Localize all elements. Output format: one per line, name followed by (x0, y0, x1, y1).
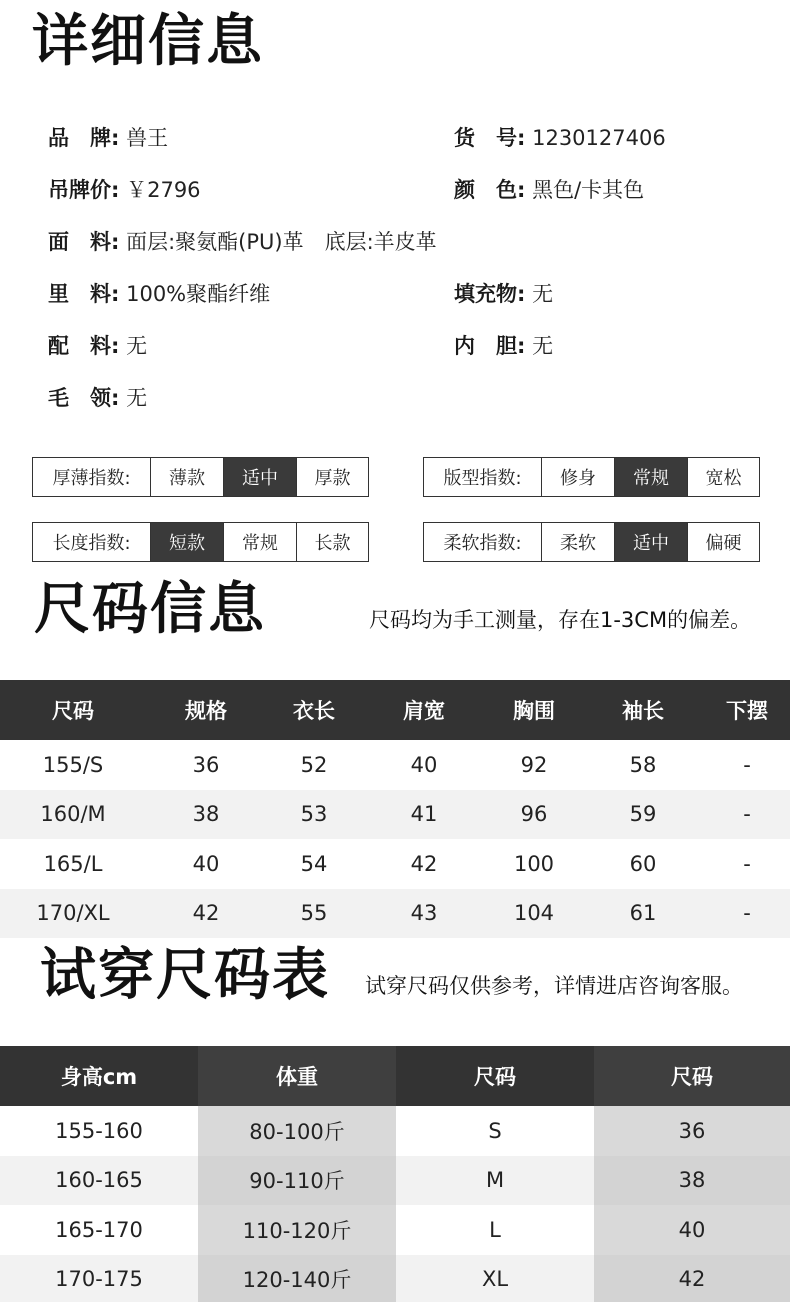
table-cell: - (704, 740, 790, 790)
table-cell: 40 (594, 1205, 790, 1255)
table-cell: 41 (362, 790, 486, 840)
info-colon: : (111, 386, 120, 410)
table-cell: 61 (582, 889, 704, 939)
length-index (32, 522, 369, 562)
index-option: 修身 (541, 458, 614, 496)
info-value: 面层:聚氨酯(PU)革 底层:羊皮革 (126, 230, 437, 254)
thickness-index (32, 457, 369, 497)
table-cell: 58 (582, 740, 704, 790)
table-cell: 38 (146, 790, 266, 840)
table-row (0, 839, 790, 889)
table-cell: 55 (266, 889, 362, 939)
table-row (0, 740, 790, 790)
info-collar (48, 388, 147, 409)
index-option: 长款 (296, 523, 368, 561)
fit-table-note: 试穿尺码仅供参考，详情进店咨询客服。 (365, 974, 743, 998)
size-table (0, 680, 790, 938)
table-cell: 170/XL (0, 889, 146, 939)
info-colon: : (517, 178, 526, 202)
fit-index (423, 457, 760, 497)
size-info-note: 尺码均为手工测量，存在1-3CM的偏差。 (369, 608, 752, 632)
fit-table (0, 1046, 790, 1302)
table-cell: XL (396, 1255, 594, 1302)
column-header: 体重 (198, 1046, 396, 1106)
table-cell: - (704, 839, 790, 889)
table-row (0, 1255, 790, 1302)
column-header: 尺码 (0, 680, 146, 740)
info-label: 里 料 (48, 282, 111, 306)
table-row (0, 1156, 790, 1206)
column-header: 规格 (146, 680, 266, 740)
index-label: 柔软指数: (443, 533, 522, 554)
table-cell: 96 (486, 790, 582, 840)
table-cell: 155/S (0, 740, 146, 790)
table-cell: 160/M (0, 790, 146, 840)
info-label: 毛 领 (48, 386, 111, 410)
info-colon: : (111, 178, 120, 202)
table-cell: 59 (582, 790, 704, 840)
table-cell: 80-100斤 (198, 1106, 396, 1156)
details-title: 详细信息 (32, 9, 264, 74)
info-value: 无 (126, 386, 148, 410)
table-cell: M (396, 1156, 594, 1206)
table-cell: 165/L (0, 839, 146, 889)
index-option: 厚款 (296, 458, 368, 496)
info-label: 配 料 (48, 334, 111, 358)
info-fabric (48, 232, 437, 253)
table-cell: 170-175 (0, 1255, 198, 1302)
info-value: 100%聚酯纤维 (126, 282, 271, 306)
info-inner (454, 336, 553, 357)
index-option: 宽松 (687, 458, 759, 496)
index-option-active: 短款 (150, 523, 223, 561)
info-tag-price (48, 180, 201, 201)
info-colon: : (517, 126, 526, 150)
info-item-number (454, 128, 666, 149)
softness-index (423, 522, 760, 562)
info-value: 无 (532, 334, 554, 358)
info-colon: : (111, 282, 120, 306)
info-label: 颜 色 (454, 178, 517, 202)
index-option: 常规 (223, 523, 296, 561)
table-cell: 100 (486, 839, 582, 889)
table-row (0, 1205, 790, 1255)
table-cell: - (704, 790, 790, 840)
column-header: 肩宽 (362, 680, 486, 740)
info-filling (454, 284, 553, 305)
index-option: 柔软 (541, 523, 614, 561)
table-cell: 54 (266, 839, 362, 889)
column-header: 尺码 (594, 1046, 790, 1106)
info-colon: : (111, 230, 120, 254)
table-cell: 92 (486, 740, 582, 790)
index-option-active: 适中 (614, 523, 687, 561)
info-color (454, 180, 644, 201)
table-cell: 90-110斤 (198, 1156, 396, 1206)
info-label: 品 牌 (48, 126, 111, 150)
table-row (0, 889, 790, 939)
index-label: 厚薄指数: (52, 468, 131, 489)
table-cell: 160-165 (0, 1156, 198, 1206)
table-row (0, 1106, 790, 1156)
column-header: 身高cm (0, 1046, 198, 1106)
index-label: 版型指数: (443, 468, 522, 489)
info-value: ￥2796 (126, 178, 201, 202)
info-accessories (48, 336, 147, 357)
info-colon: : (517, 282, 526, 306)
column-header: 袖长 (582, 680, 704, 740)
table-cell: 43 (362, 889, 486, 939)
info-value: 兽王 (126, 126, 169, 150)
table-cell: 42 (146, 889, 266, 939)
table-cell: 36 (594, 1106, 790, 1156)
table-cell: 104 (486, 889, 582, 939)
index-option-active: 适中 (223, 458, 296, 496)
table-header-row (0, 1046, 790, 1106)
info-value: 1230127406 (532, 126, 666, 150)
index-option: 薄款 (150, 458, 223, 496)
index-option: 偏硬 (687, 523, 759, 561)
table-header-row (0, 680, 790, 740)
info-colon: : (111, 126, 120, 150)
size-info-title: 尺码信息 (34, 577, 266, 642)
table-cell: S (488, 1118, 502, 1143)
table-cell: 165-170 (55, 1217, 143, 1242)
index-option-active: 常规 (614, 458, 687, 496)
column-header: 下摆 (704, 680, 790, 740)
table-cell: 42 (362, 839, 486, 889)
info-brand (48, 128, 168, 149)
info-value: 无 (532, 282, 554, 306)
table-cell: 36 (146, 740, 266, 790)
column-header: 衣长 (266, 680, 362, 740)
info-value: 无 (126, 334, 148, 358)
info-value: 黑色/卡其色 (532, 178, 645, 202)
table-cell: 53 (266, 790, 362, 840)
info-label: 吊牌价 (48, 178, 111, 202)
table-cell: 120-140斤 (198, 1255, 396, 1302)
table-cell: 40 (146, 839, 266, 889)
index-label: 长度指数: (52, 533, 131, 554)
table-cell: L (489, 1217, 501, 1242)
info-label: 面 料 (48, 230, 111, 254)
info-label: 货 号 (454, 126, 517, 150)
fit-table-title: 试穿尺码表 (40, 943, 330, 1008)
table-cell: 60 (582, 839, 704, 889)
column-header: 胸围 (486, 680, 582, 740)
table-cell: 40 (362, 740, 486, 790)
info-colon: : (111, 334, 120, 358)
table-cell: 42 (594, 1255, 790, 1302)
info-lining (48, 284, 270, 305)
info-label: 填充物 (454, 282, 517, 306)
table-cell: 38 (594, 1156, 790, 1206)
table-cell: 110-120斤 (198, 1205, 396, 1255)
info-colon: : (517, 334, 526, 358)
table-cell: - (704, 889, 790, 939)
table-row (0, 790, 790, 840)
info-label: 内 胆 (454, 334, 517, 358)
table-cell: 52 (266, 740, 362, 790)
table-cell: 155-160 (55, 1118, 143, 1143)
column-header: 尺码 (396, 1046, 594, 1106)
